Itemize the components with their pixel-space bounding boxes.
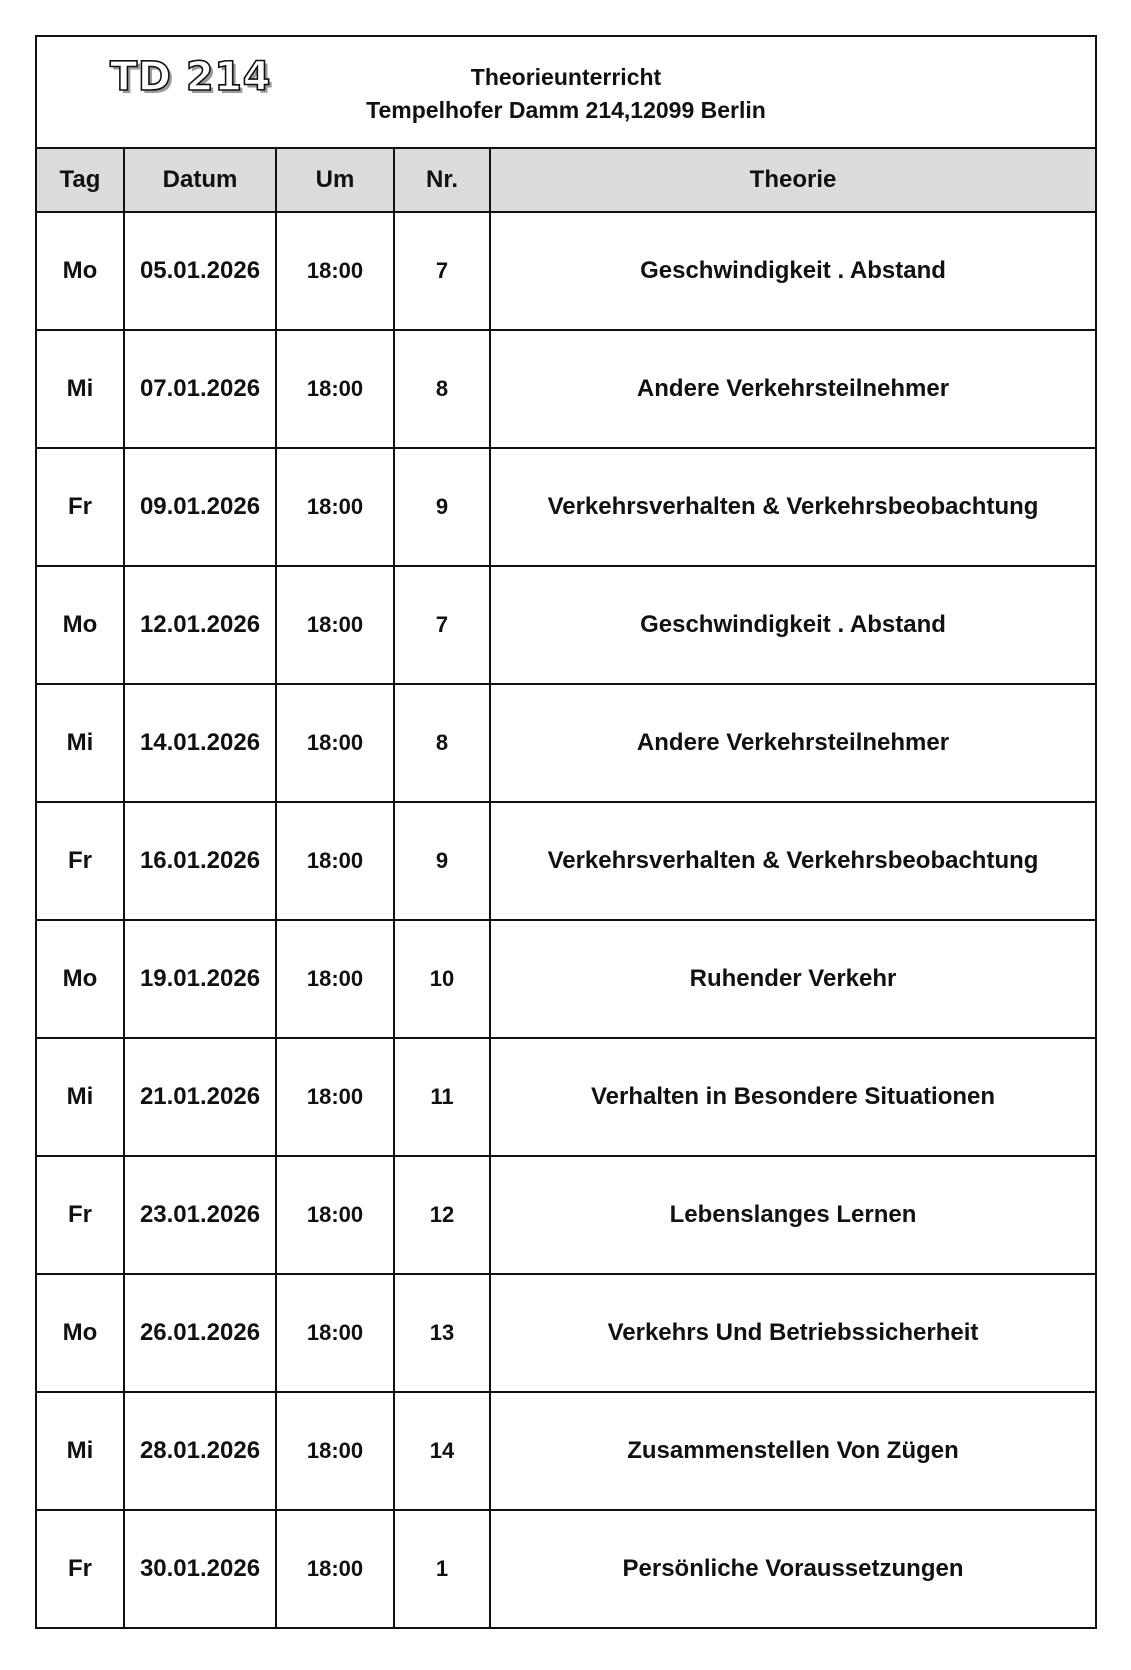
- cell-tag: Fr: [37, 1156, 124, 1274]
- cell-tag: Mi: [37, 1038, 124, 1156]
- table-row: [37, 1156, 1095, 1274]
- cell-tag: Mo: [37, 566, 124, 684]
- cell-theorie: Verhalten in Besondere Situationen: [490, 1038, 1095, 1156]
- cell-datum: 09.01.2026: [124, 448, 276, 566]
- cell-theorie: Geschwindigkeit . Abstand: [490, 212, 1095, 330]
- table-row: [37, 1392, 1095, 1510]
- schedule-sheet: [35, 35, 1097, 1629]
- cell-datum: 16.01.2026: [124, 802, 276, 920]
- document-title: Theorieunterricht: [470, 64, 662, 90]
- cell-um: 18:00: [276, 1274, 394, 1392]
- cell-datum: 23.01.2026: [124, 1156, 276, 1274]
- cell-theorie: Lebenslanges Lernen: [490, 1156, 1095, 1274]
- cell-um: 18:00: [276, 212, 394, 330]
- cell-theorie: Verkehrs Und Betriebssicherheit: [490, 1274, 1095, 1392]
- cell-um: 18:00: [276, 1038, 394, 1156]
- cell-datum: 19.01.2026: [124, 920, 276, 1038]
- document-header: [37, 37, 1095, 149]
- cell-nr: 14: [394, 1392, 490, 1510]
- cell-tag: Fr: [37, 802, 124, 920]
- cell-nr: 9: [394, 802, 490, 920]
- cell-nr: 9: [394, 448, 490, 566]
- column-header-theorie: Theorie: [490, 149, 1095, 212]
- table-body: [37, 212, 1095, 1627]
- cell-um: 18:00: [276, 1156, 394, 1274]
- cell-tag: Mi: [37, 330, 124, 448]
- cell-theorie: Geschwindigkeit . Abstand: [490, 566, 1095, 684]
- table-row: [37, 1038, 1095, 1156]
- cell-nr: 12: [394, 1156, 490, 1274]
- cell-datum: 14.01.2026: [124, 684, 276, 802]
- cell-theorie: Zusammenstellen Von Zügen: [490, 1392, 1095, 1510]
- cell-nr: 13: [394, 1274, 490, 1392]
- cell-um: 18:00: [276, 1510, 394, 1627]
- cell-datum: 26.01.2026: [124, 1274, 276, 1392]
- table-row: [37, 212, 1095, 330]
- table-row: [37, 802, 1095, 920]
- cell-tag: Mo: [37, 920, 124, 1038]
- cell-datum: 12.01.2026: [124, 566, 276, 684]
- cell-theorie: Persönliche Voraussetzungen: [490, 1510, 1095, 1627]
- address: Tempelhofer Damm 214,12099 Berlin: [366, 97, 766, 123]
- cell-datum: 21.01.2026: [124, 1038, 276, 1156]
- cell-nr: 1: [394, 1510, 490, 1627]
- table-row: [37, 920, 1095, 1038]
- column-header-um: Um: [276, 149, 394, 212]
- table-row: [37, 1510, 1095, 1627]
- cell-um: 18:00: [276, 1392, 394, 1510]
- table-row: [37, 1274, 1095, 1392]
- column-header-datum: Datum: [124, 149, 276, 212]
- cell-um: 18:00: [276, 920, 394, 1038]
- cell-um: 18:00: [276, 330, 394, 448]
- table-row: [37, 448, 1095, 566]
- cell-tag: Mo: [37, 1274, 124, 1392]
- cell-tag: Mo: [37, 212, 124, 330]
- cell-datum: 07.01.2026: [124, 330, 276, 448]
- cell-theorie: Verkehrsverhalten & Verkehrsbeobachtung: [490, 802, 1095, 920]
- cell-tag: Mi: [37, 1392, 124, 1510]
- cell-theorie: Ruhender Verkehr: [490, 920, 1095, 1038]
- table-row: [37, 566, 1095, 684]
- cell-nr: 11: [394, 1038, 490, 1156]
- cell-um: 18:00: [276, 684, 394, 802]
- cell-nr: 7: [394, 566, 490, 684]
- cell-um: 18:00: [276, 802, 394, 920]
- table-header-row: [37, 149, 1095, 212]
- cell-datum: 05.01.2026: [124, 212, 276, 330]
- cell-nr: 7: [394, 212, 490, 330]
- cell-datum: 30.01.2026: [124, 1510, 276, 1627]
- cell-tag: Fr: [37, 1510, 124, 1627]
- header-text: [237, 61, 895, 127]
- cell-datum: 28.01.2026: [124, 1392, 276, 1510]
- cell-tag: Mi: [37, 684, 124, 802]
- schedule-table: [37, 149, 1095, 1627]
- cell-nr: 8: [394, 330, 490, 448]
- logo: TD 214: [110, 54, 271, 100]
- column-header-tag: Tag: [37, 149, 124, 212]
- cell-nr: 8: [394, 684, 490, 802]
- cell-theorie: Andere Verkehrsteilnehmer: [490, 684, 1095, 802]
- cell-theorie: Andere Verkehrsteilnehmer: [490, 330, 1095, 448]
- column-header-nr: Nr.: [394, 149, 490, 212]
- cell-theorie: Verkehrsverhalten & Verkehrsbeobachtung: [490, 448, 1095, 566]
- table-row: [37, 330, 1095, 448]
- table-row: [37, 684, 1095, 802]
- cell-tag: Fr: [37, 448, 124, 566]
- cell-um: 18:00: [276, 448, 394, 566]
- cell-um: 18:00: [276, 566, 394, 684]
- cell-nr: 10: [394, 920, 490, 1038]
